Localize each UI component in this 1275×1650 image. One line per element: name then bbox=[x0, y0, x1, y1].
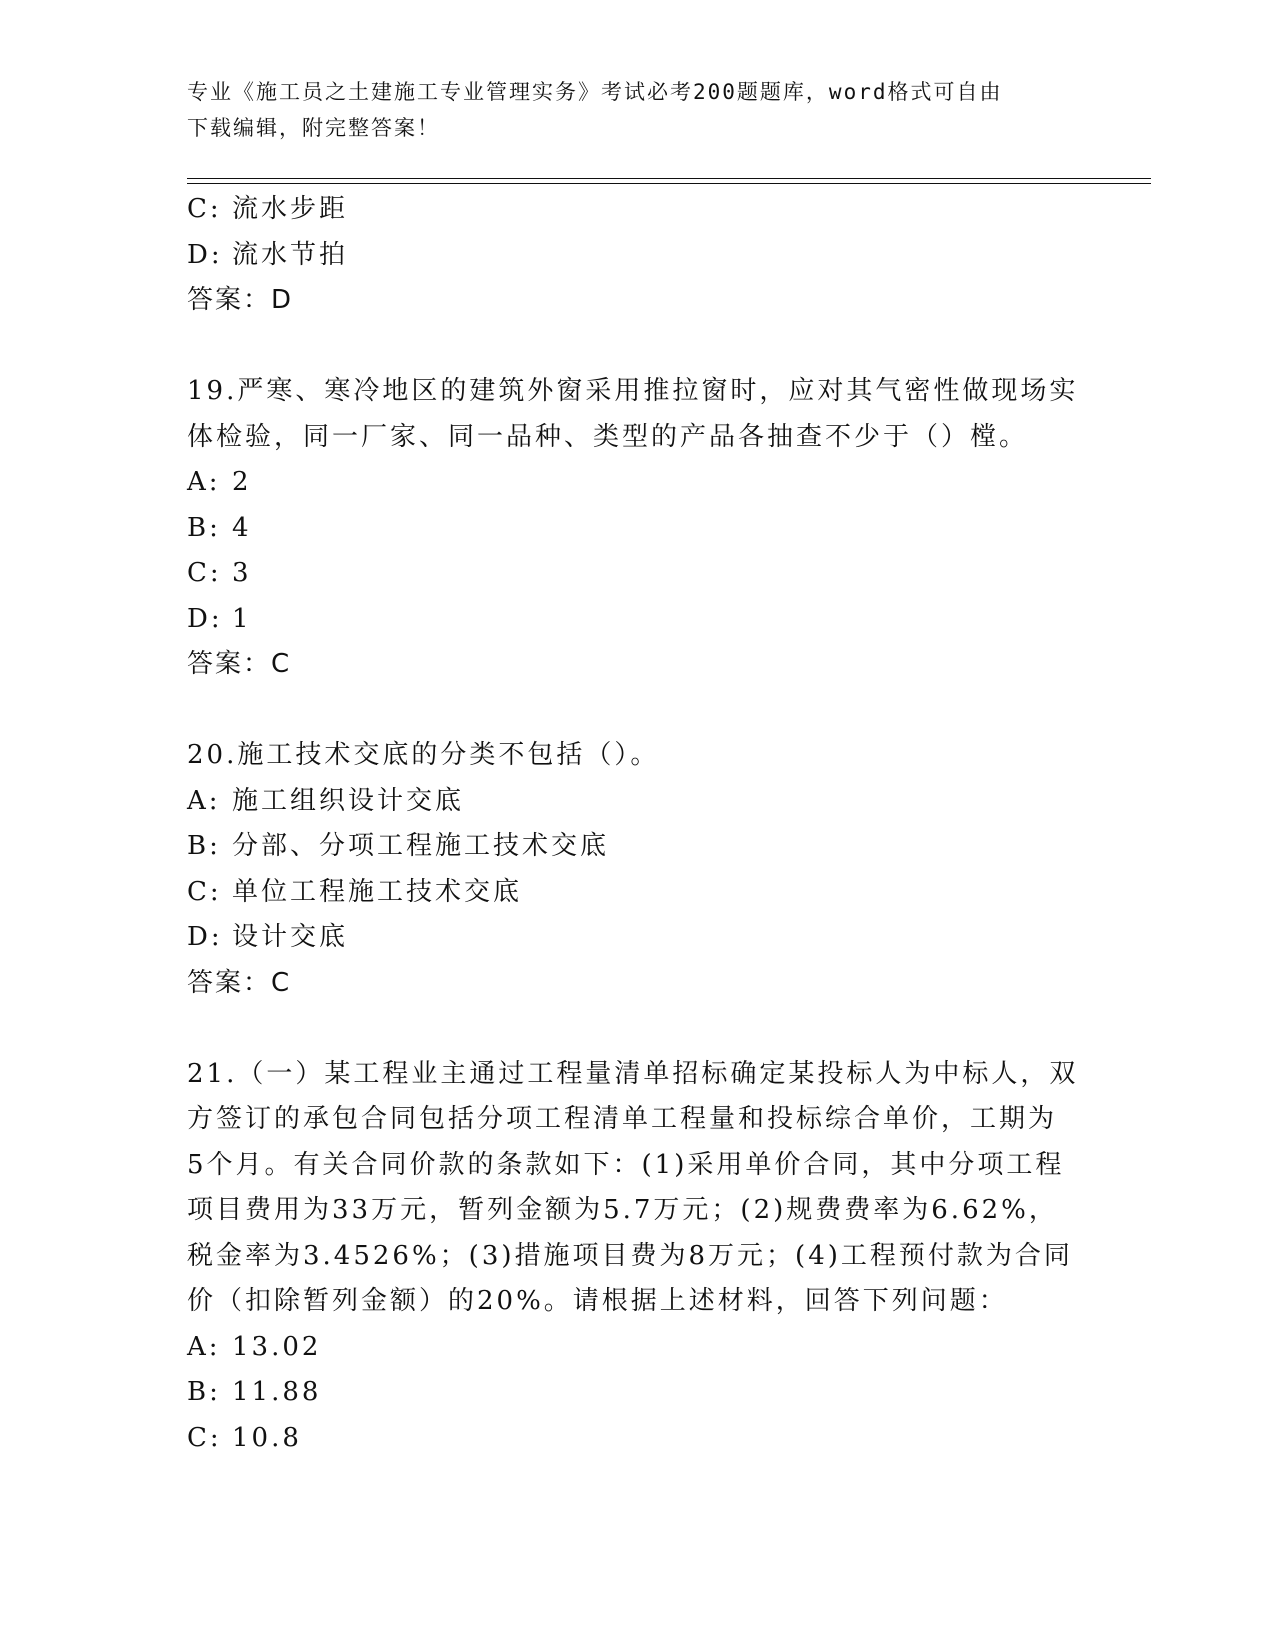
question-stem-line: 体检验，同一厂家、同一品种、类型的产品各抽查不少于（）樘。 bbox=[187, 421, 1029, 452]
question-stem-line: 20.施工技术交底的分类不包括（）。 bbox=[187, 740, 660, 770]
spacer bbox=[187, 1006, 1067, 1052]
header-line-2: 下载编辑，附完整答案！ bbox=[187, 116, 440, 140]
question-18-tail bbox=[187, 187, 1067, 324]
spacer bbox=[187, 324, 1067, 370]
option-c: C: 单位工程施工技术交底 bbox=[187, 876, 523, 907]
answer: 答案：D bbox=[187, 285, 294, 315]
question-stem-line: 21.（一）某工程业主通过工程量清单招标确定某投标人为中标人，双 bbox=[187, 1058, 1079, 1089]
header-line-1: 专业《施工员之土建施工专业管理实务》考试必考200题题库，word格式可自由 bbox=[187, 80, 1003, 104]
option-c: C: 10.8 bbox=[187, 1422, 302, 1453]
spacer bbox=[187, 688, 1067, 734]
question-stem-line: 价（扣除暂列金额）的20%。请根据上述材料，回答下列问题： bbox=[187, 1286, 1008, 1316]
answer: 答案：C bbox=[187, 649, 292, 679]
document-body bbox=[187, 187, 1079, 1461]
option-b: B: 4 bbox=[187, 512, 252, 543]
option-c: C: 流水步距 bbox=[187, 194, 349, 224]
answer: 答案：C bbox=[187, 967, 292, 998]
option-a: A: 13.02 bbox=[187, 1331, 322, 1362]
question-stem-line: 项目费用为33万元，暂列金额为5.7万元；(2)规费费率为6.62%， bbox=[187, 1195, 1058, 1225]
header-divider-bottom bbox=[187, 183, 1151, 184]
question-20 bbox=[187, 733, 1067, 1006]
option-a: A: 施工组织设计交底 bbox=[187, 785, 465, 816]
option-b: B: 11.88 bbox=[187, 1377, 322, 1407]
question-stem-line: 税金率为3.4526%；(3)措施项目费为8万元；(4)工程预付款为合同 bbox=[187, 1240, 1073, 1271]
question-21 bbox=[187, 1052, 1079, 1462]
page-header bbox=[187, 74, 1067, 146]
option-c: C: 3 bbox=[187, 558, 252, 588]
option-d: D: 设计交底 bbox=[187, 922, 349, 952]
option-b: B: 分部、分项工程施工技术交底 bbox=[187, 831, 610, 861]
question-stem-line: 5个月。有关合同价款的条款如下：(1)采用单价合同，其中分项工程 bbox=[187, 1149, 1065, 1180]
option-d: D: 1 bbox=[187, 603, 252, 634]
option-d: D: 流水节拍 bbox=[187, 239, 349, 270]
header-divider-top bbox=[187, 178, 1151, 179]
question-stem-line: 方签订的承包合同包括分项工程清单工程量和投标综合单价，工期为 bbox=[187, 1104, 1058, 1134]
question-19 bbox=[187, 369, 1079, 688]
question-stem-line: 19.严寒、寒冷地区的建筑外窗采用推拉窗时，应对其气密性做现场实 bbox=[187, 376, 1079, 406]
option-a: A: 2 bbox=[187, 467, 252, 497]
